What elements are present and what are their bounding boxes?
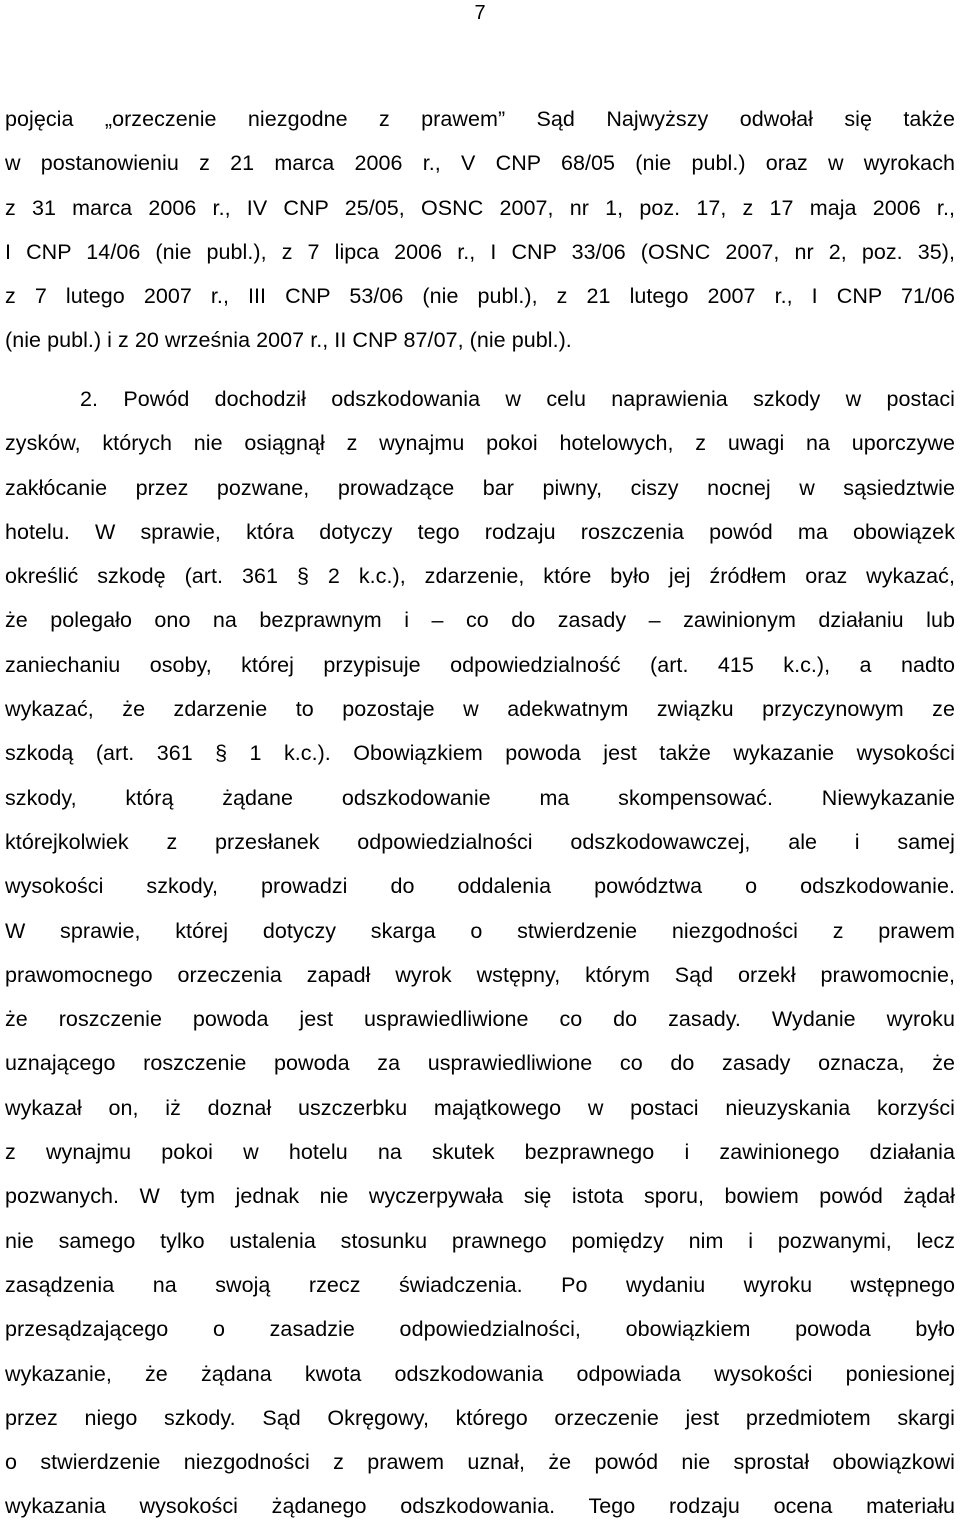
text-line: że polegało ono na bezprawnym i – co do zasady – zawinionym działaniu lub — [5, 608, 955, 633]
text-line: wykazania wysokości żądanego odszkodowania. Tego rodzaju ocena materiału — [5, 1494, 955, 1519]
text-line: prawomocnego orzeczenia zapadł wyrok wstępny, którym Sąd orzekł prawomocnie, — [5, 962, 955, 987]
text-line: w postanowieniu z 21 marca 2006 r., V CNP 68/05 (nie publ.) oraz w wyrokach — [5, 151, 955, 176]
text-line: zasądzenia na swoją rzecz świadczenia. Po wydaniu wyroku wstępnego — [5, 1272, 955, 1297]
text-line: wykazanie, że żądana kwota odszkodowania odpowiada wysokości poniesionej — [5, 1361, 955, 1386]
text-line: W sprawie, której dotyczy skarga o stwierdzenie niezgodności z prawem — [5, 918, 955, 943]
text-line: (nie publ.) i z 20 września 2007 r., II CNP 87/07, (nie publ.). — [5, 328, 572, 353]
text-line: I CNP 14/06 (nie publ.), z 7 lipca 2006 r., I CNP 33/06 (OSNC 2007, nr 2, poz. 35), — [5, 239, 955, 264]
text-line: przesądzającego o zasadzie odpowiedzialności, obowiązkiem powoda było — [5, 1317, 955, 1342]
text-line: nie samego tylko ustalenia stosunku prawnego pomiędzy nim i pozwanymi, lecz — [5, 1228, 955, 1253]
page-number: 7 — [474, 2, 486, 24]
text-line: zakłócanie przez pozwane, prowadzące bar piwny, ciszy nocnej w sąsiedztwie — [5, 475, 955, 500]
text-line: którejkolwiek z przesłanek odpowiedzialności odszkodowawczej, ale i samej — [5, 829, 955, 854]
text-line: pozwanych. W tym jednak nie wyczerpywała się istota sporu, bowiem powód żądał — [5, 1184, 955, 1209]
text-line: 2. Powód dochodził odszkodowania w celu naprawienia szkody w postaci — [80, 387, 955, 411]
text-line: wykazać, że zdarzenie to pozostaje w adekwatnym związku przyczynowym ze — [5, 697, 955, 722]
text-line: uznającego roszczenie powoda za usprawiedliwione co do zasady oznacza, że — [5, 1051, 955, 1076]
text-line: wykazał on, iż doznał uszczerbku majątkowego w postaci nieuzyskania korzyści — [5, 1095, 955, 1120]
paragraph-2 — [5, 377, 955, 1529]
text-line: szkodą (art. 361 § 1 k.c.). Obowiązkiem powoda jest także wykazanie wysokości — [5, 741, 955, 766]
text-line: o stwierdzenie niezgodności z prawem uznał, że powód nie sprostał obowiązkowi — [5, 1450, 955, 1475]
text-line: określić szkodę (art. 361 § 2 k.c.), zdarzenie, które było jej źródłem oraz wykazać, — [5, 564, 955, 589]
text-line: zaniechaniu osoby, której przypisuje odpowiedzialność (art. 415 k.c.), a nadto — [5, 652, 955, 677]
text-line: z wynajmu pokoi w hotelu na skutek bezprawnego i zawinionego działania — [5, 1140, 955, 1165]
text-line: wysokości szkody, prowadzi do oddalenia powództwa o odszkodowanie. — [5, 874, 955, 899]
text-line: przez niego szkody. Sąd Okręgowy, którego orzeczenie jest przedmiotem skargi — [5, 1405, 955, 1430]
paragraph-1 — [5, 97, 955, 363]
text-line: zysków, których nie osiągnął z wynajmu pokoi hotelowych, z uwagi na uporczywe — [5, 431, 955, 456]
text-line: hotelu. W sprawie, która dotyczy tego rodzaju roszczenia powód ma obowiązek — [5, 519, 955, 544]
text-line: że roszczenie powoda jest usprawiedliwione co do zasady. Wydanie wyroku — [5, 1007, 955, 1032]
text-line: z 7 lutego 2007 r., III CNP 53/06 (nie publ.), z 21 lutego 2007 r., I CNP 71/06 — [5, 284, 955, 309]
text-line: pojęcia „orzeczenie niezgodne z prawem” Sąd Najwyższy odwołał się także — [5, 107, 955, 131]
text-line: szkody, którą żądane odszkodowanie ma skompensować. Niewykazanie — [5, 785, 955, 810]
text-line: z 31 marca 2006 r., IV CNP 25/05, OSNC 2007, nr 1, poz. 17, z 17 maja 2006 r., — [5, 195, 955, 220]
